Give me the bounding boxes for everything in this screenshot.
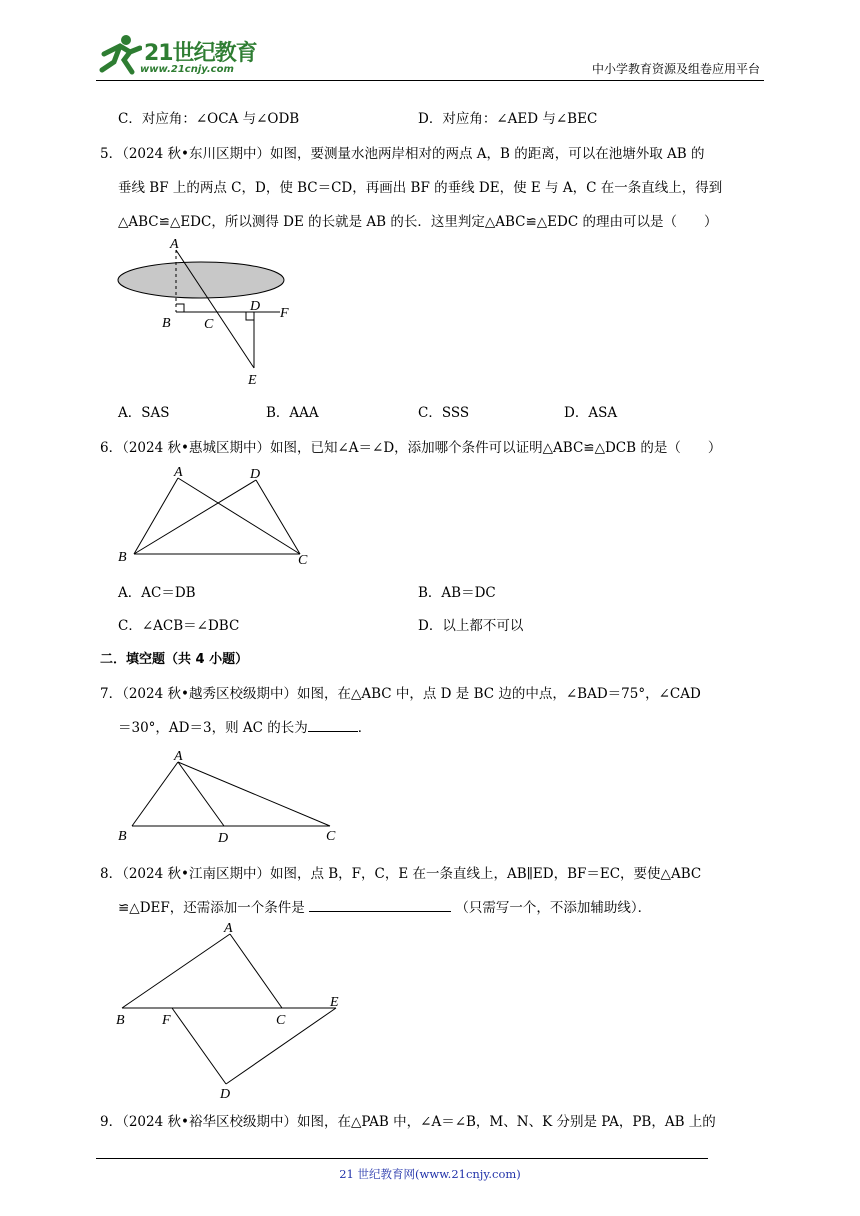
q7-answer-blank[interactable]	[308, 719, 358, 732]
label-a: A	[170, 237, 179, 252]
logo-title: 21世纪教育	[144, 41, 257, 66]
q6-figure	[110, 460, 320, 570]
q8-answer-blank[interactable]	[309, 899, 451, 912]
q5-figure	[110, 232, 310, 392]
q4-option-c: C．对应角：∠OCA 与∠ODB	[118, 111, 300, 127]
right-angle-b	[176, 304, 184, 312]
q7-text-line-2-b: ．	[357, 720, 372, 736]
label-a: A	[174, 465, 183, 480]
q7-text-line-1: 7．（2024 秋•越秀区校级期中）如图，在△ABC 中，点 D 是 BC 边的中点，∠BAD＝75°，∠CAD	[100, 686, 701, 702]
q5-option-b: B．AAA	[266, 405, 319, 421]
label-b: B	[116, 1013, 125, 1028]
q5-text-line-2: 垂线 BF 上的两点 C，D，使 BC＝CD，再画出 BF 的垂线 DE，使 E 与 A，C 在一条直线上，得到	[118, 180, 723, 196]
label-d: D	[218, 831, 229, 846]
label-c: C	[204, 317, 214, 332]
footer-divider	[96, 1158, 708, 1159]
header-divider	[96, 80, 764, 81]
q8-text-line-2-b: （只需写一个，不添加辅助线）．	[455, 900, 652, 916]
label-e: E	[248, 373, 257, 388]
q8-text-line-2-a: ≌△DEF，还需添加一个条件是	[118, 900, 305, 916]
q5-text-line-1: 5．（2024 秋•东川区期中）如图，要测量水池两岸相对的两点 A，B 的距离，可以在池塘外取 AB 的	[100, 146, 705, 162]
pool-ellipse	[118, 262, 284, 298]
label-c: C	[326, 829, 336, 844]
q4-option-d: D．对应角：∠AED 与∠BEC	[418, 111, 598, 127]
q5-text-line-3: △ABC≌△EDC，所以测得 DE 的长就是 AB 的长．这里判定△ABC≌△EDC 的理由可以是（ ）	[118, 214, 718, 230]
section-title-fill-in: 二．填空题（共 4 小题）	[100, 652, 249, 667]
label-a: A	[174, 749, 183, 764]
q5-option-c: C．SSS	[418, 405, 470, 421]
q5-option-a: A．SAS	[118, 405, 170, 421]
label-b: B	[118, 550, 127, 565]
q7-text-line-2-a: ＝30°，AD＝3，则 AC 的长为	[118, 720, 308, 736]
q8-text-line-1: 8．（2024 秋•江南区期中）如图，点 B，F，C，E 在一条直线上，AB∥ED，BF＝EC，要使△ABC	[100, 866, 702, 882]
label-b: B	[162, 316, 171, 331]
label-c: C	[298, 553, 308, 568]
q8-text-line-2	[118, 896, 651, 916]
q6-option-d: D．以上都不可以	[418, 618, 524, 634]
q7-text-line-2	[118, 716, 371, 736]
q6-option-c: C．∠ACB＝∠DBC	[118, 618, 240, 634]
q7-figure	[110, 744, 350, 848]
label-b: B	[118, 829, 127, 844]
label-c: C	[276, 1013, 286, 1028]
label-f: F	[162, 1013, 171, 1028]
label-f: F	[280, 306, 289, 321]
label-e: E	[330, 995, 339, 1010]
header-platform-text: 中小学教育资源及组卷应用平台	[591, 62, 760, 76]
q9-text-line-1: 9．（2024 秋•裕华区校级期中）如图，在△PAB 中，∠A＝∠B，M、N、K 分别是 PA，PB，AB 上的	[100, 1114, 716, 1130]
label-d: D	[250, 299, 261, 314]
q8-figure	[110, 916, 350, 1106]
label-a: A	[224, 921, 233, 936]
site-logo	[96, 34, 266, 80]
q6-option-b: B．AB＝DC	[418, 585, 496, 601]
label-d: D	[220, 1087, 231, 1102]
label-d: D	[250, 467, 261, 482]
q5-option-d: D．ASA	[564, 405, 618, 421]
runner-logo-icon	[96, 34, 142, 78]
q6-text-line-1: 6．（2024 秋•惠城区期中）如图，已知∠A＝∠D，添加哪个条件可以证明△ABC≌△DCB 的是（ ）	[100, 440, 722, 456]
logo-url: www.21cnjy.com	[140, 64, 234, 75]
q6-option-a: A．AC＝DB	[118, 585, 196, 601]
footer-link[interactable]: 21 世纪教育网(www.21cnjy.com)	[339, 1167, 521, 1181]
